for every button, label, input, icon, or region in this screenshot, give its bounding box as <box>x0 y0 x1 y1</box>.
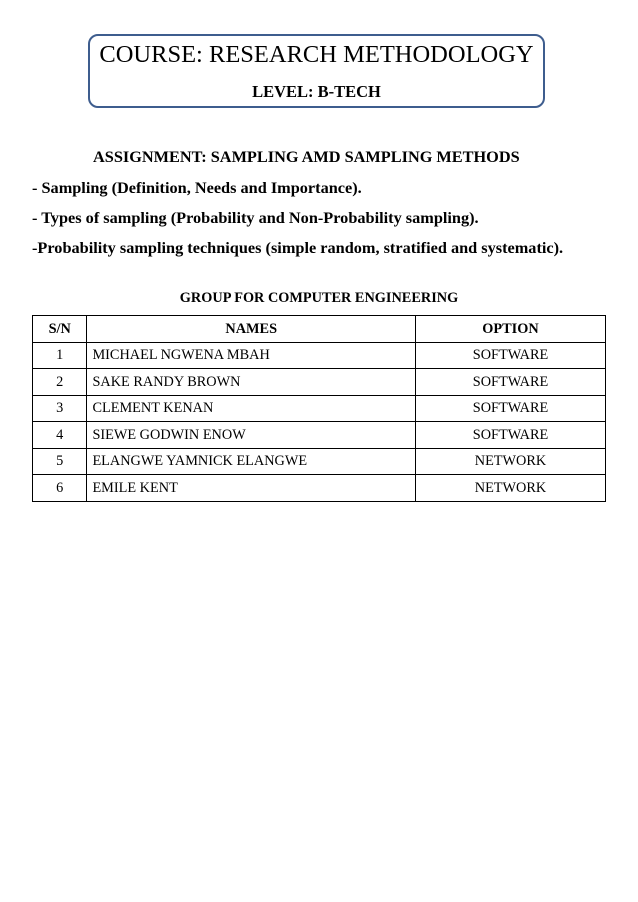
row-name: CLEMENT KENAN <box>87 395 416 422</box>
table-header-row <box>33 316 606 343</box>
row-sn: 1 <box>33 342 87 369</box>
row-name: SAKE RANDY BROWN <box>87 369 416 396</box>
row-sn: 2 <box>33 369 87 396</box>
course-title: COURSE: RESEARCH METHODOLOGY <box>99 41 534 68</box>
row-option: NETWORK <box>415 475 605 502</box>
row-sn: 3 <box>33 395 87 422</box>
row-sn: 6 <box>33 475 87 502</box>
topic-item: -Probability sampling techniques (simple random, stratified and systematic). <box>32 238 564 257</box>
level-label: LEVEL: B-TECH <box>252 82 381 101</box>
column-header-sn: S/N <box>33 316 87 343</box>
table-row <box>33 475 606 502</box>
assignment-title: ASSIGNMENT: SAMPLING AMD SAMPLING METHODS <box>93 147 520 166</box>
table-row <box>33 448 606 475</box>
row-name: SIEWE GODWIN ENOW <box>87 422 416 449</box>
row-option: SOFTWARE <box>415 395 605 422</box>
row-option: SOFTWARE <box>415 342 605 369</box>
row-name: MICHAEL NGWENA MBAH <box>87 342 416 369</box>
course-title-box <box>88 34 545 108</box>
topic-item: - Sampling (Definition, Needs and Importance). <box>32 178 362 197</box>
row-sn: 4 <box>33 422 87 449</box>
table-row <box>33 342 606 369</box>
table-row <box>33 395 606 422</box>
row-name: ELANGWE YAMNICK ELANGWE <box>87 448 416 475</box>
row-option: SOFTWARE <box>415 422 605 449</box>
group-heading: GROUP FOR COMPUTER ENGINEERING <box>179 290 459 306</box>
column-header-option: OPTION <box>415 316 605 343</box>
table-row <box>33 422 606 449</box>
members-table <box>32 315 606 502</box>
row-sn: 5 <box>33 448 87 475</box>
topic-item: - Types of sampling (Probability and Non-Probability sampling). <box>32 208 479 227</box>
table-row <box>33 369 606 396</box>
column-header-names: NAMES <box>87 316 416 343</box>
row-name: EMILE KENT <box>87 475 416 502</box>
row-option: SOFTWARE <box>415 369 605 396</box>
row-option: NETWORK <box>415 448 605 475</box>
